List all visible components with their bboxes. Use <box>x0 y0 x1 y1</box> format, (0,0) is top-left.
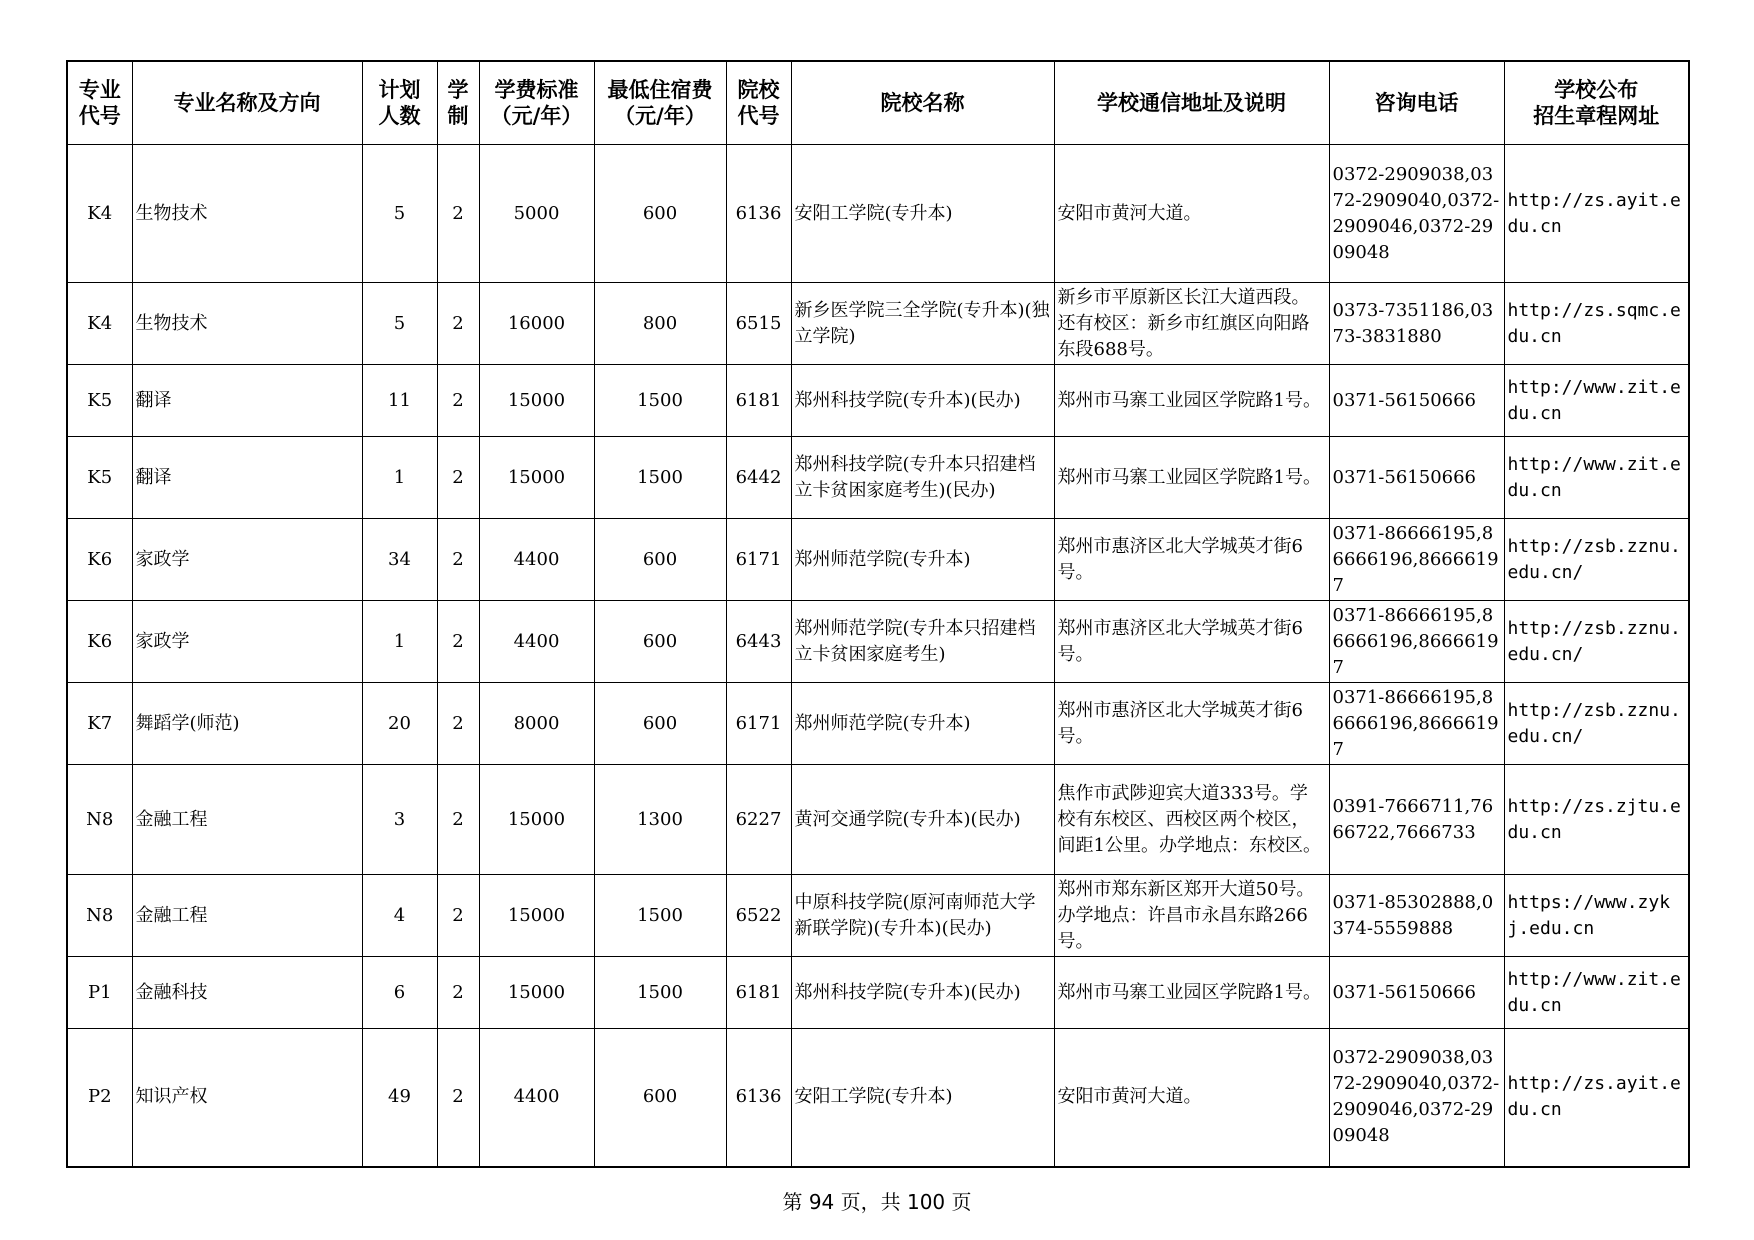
header-school-name: 院校名称 <box>791 61 1054 145</box>
major-code-cell: K7 <box>67 683 132 765</box>
school-code-cell: 6522 <box>726 875 791 957</box>
school-name-cell: 新乡医学院三全学院(专升本)(独立学院) <box>791 283 1054 365</box>
tuition-cell: 4400 <box>479 1029 594 1167</box>
address-cell: 郑州市马寨工业园区学院路1号。 <box>1054 437 1329 519</box>
dorm-fee-cell: 800 <box>594 283 726 365</box>
table-row <box>67 365 1689 437</box>
major-code-cell: N8 <box>67 875 132 957</box>
plan-count-cell: 1 <box>362 437 437 519</box>
plan-count-cell: 20 <box>362 683 437 765</box>
school-name-cell: 安阳工学院(专升本) <box>791 145 1054 283</box>
phone-cell: 0371-86666195,86666196,86666197 <box>1329 519 1504 601</box>
major-name-cell: 金融科技 <box>132 957 362 1029</box>
major-name-cell: 家政学 <box>132 519 362 601</box>
table-row <box>67 519 1689 601</box>
dorm-fee-cell: 600 <box>594 145 726 283</box>
major-code-cell: N8 <box>67 765 132 875</box>
address-cell: 焦作市武陟迎宾大道333号。学校有东校区、西校区两个校区，间距1公里。办学地点：东校区。 <box>1054 765 1329 875</box>
dorm-fee-cell: 1500 <box>594 875 726 957</box>
address-cell: 郑州市惠济区北大学城英才街6号。 <box>1054 683 1329 765</box>
dorm-fee-cell: 600 <box>594 601 726 683</box>
phone-cell: 0373-7351186,0373-3831880 <box>1329 283 1504 365</box>
major-code-cell: K4 <box>67 283 132 365</box>
school-name-cell: 郑州师范学院(专升本只招建档立卡贫困家庭考生) <box>791 601 1054 683</box>
footer-suffix: 页 <box>951 1190 972 1214</box>
school-code-cell: 6181 <box>726 957 791 1029</box>
years-cell: 2 <box>437 1029 479 1167</box>
school-code-cell: 6171 <box>726 519 791 601</box>
dorm-fee-cell: 600 <box>594 683 726 765</box>
charter-url-cell: http://www.zit.edu.cn <box>1504 437 1689 519</box>
phone-cell: 0371-56150666 <box>1329 437 1504 519</box>
plan-count-cell: 49 <box>362 1029 437 1167</box>
plan-count-cell: 34 <box>362 519 437 601</box>
school-name-cell: 中原科技学院(原河南师范大学新联学院)(专升本)(民办) <box>791 875 1054 957</box>
school-name-cell: 郑州师范学院(专升本) <box>791 519 1054 601</box>
years-cell: 2 <box>437 765 479 875</box>
tuition-cell: 15000 <box>479 437 594 519</box>
phone-cell: 0391-7666711,7666722,7666733 <box>1329 765 1504 875</box>
major-name-cell: 翻译 <box>132 365 362 437</box>
years-cell: 2 <box>437 365 479 437</box>
dorm-fee-cell: 600 <box>594 1029 726 1167</box>
charter-url-cell: http://zs.ayit.edu.cn <box>1504 145 1689 283</box>
address-cell: 郑州市惠济区北大学城英才街6号。 <box>1054 601 1329 683</box>
header-row <box>67 61 1689 145</box>
major-name-cell: 翻译 <box>132 437 362 519</box>
charter-url-cell: http://www.zit.edu.cn <box>1504 957 1689 1029</box>
phone-cell: 0371-86666195,86666196,86666197 <box>1329 601 1504 683</box>
major-code-cell: K6 <box>67 601 132 683</box>
tuition-cell: 16000 <box>479 283 594 365</box>
plan-count-cell: 6 <box>362 957 437 1029</box>
major-code-cell: K5 <box>67 365 132 437</box>
table-body <box>67 145 1689 1167</box>
years-cell: 2 <box>437 145 479 283</box>
school-name-cell: 黄河交通学院(专升本)(民办) <box>791 765 1054 875</box>
table-row <box>67 601 1689 683</box>
plan-count-cell: 4 <box>362 875 437 957</box>
plan-count-cell: 11 <box>362 365 437 437</box>
footer-middle: 页，共 <box>840 1190 901 1214</box>
header-major-code: 专业 代号 <box>67 61 132 145</box>
years-cell: 2 <box>437 437 479 519</box>
years-cell: 2 <box>437 683 479 765</box>
address-cell: 安阳市黄河大道。 <box>1054 1029 1329 1167</box>
header-phone: 咨询电话 <box>1329 61 1504 145</box>
address-cell: 郑州市马寨工业园区学院路1号。 <box>1054 957 1329 1029</box>
years-cell: 2 <box>437 519 479 601</box>
table-row <box>67 437 1689 519</box>
plan-count-cell: 5 <box>362 145 437 283</box>
charter-url-cell: http://zsb.zznu.edu.cn/ <box>1504 683 1689 765</box>
dorm-fee-cell: 600 <box>594 519 726 601</box>
major-code-cell: P1 <box>67 957 132 1029</box>
address-cell: 郑州市惠济区北大学城英才街6号。 <box>1054 519 1329 601</box>
tuition-cell: 8000 <box>479 683 594 765</box>
plan-count-cell: 1 <box>362 601 437 683</box>
phone-cell: 0372-2909038,0372-2909040,0372-2909046,0372-2909048 <box>1329 1029 1504 1167</box>
page-footer <box>0 1186 1754 1215</box>
tuition-cell: 4400 <box>479 519 594 601</box>
school-code-cell: 6171 <box>726 683 791 765</box>
table-row <box>67 957 1689 1029</box>
charter-url-cell: https://www.zykj.edu.cn <box>1504 875 1689 957</box>
school-name-cell: 安阳工学院(专升本) <box>791 1029 1054 1167</box>
address-cell: 安阳市黄河大道。 <box>1054 145 1329 283</box>
charter-url-cell: http://zs.sqmc.edu.cn <box>1504 283 1689 365</box>
school-code-cell: 6442 <box>726 437 791 519</box>
phone-cell: 0371-85302888,0374-5559888 <box>1329 875 1504 957</box>
major-code-cell: K6 <box>67 519 132 601</box>
admissions-table <box>66 60 1690 1168</box>
tuition-cell: 15000 <box>479 365 594 437</box>
tuition-cell: 15000 <box>479 765 594 875</box>
table-row <box>67 145 1689 283</box>
major-name-cell: 知识产权 <box>132 1029 362 1167</box>
school-name-cell: 郑州科技学院(专升本)(民办) <box>791 957 1054 1029</box>
dorm-fee-cell: 1300 <box>594 765 726 875</box>
years-cell: 2 <box>437 957 479 1029</box>
footer-page-number: 94 <box>808 1190 835 1214</box>
charter-url-cell: http://zs.ayit.edu.cn <box>1504 1029 1689 1167</box>
table-row <box>67 1029 1689 1167</box>
table-row <box>67 875 1689 957</box>
phone-cell: 0371-56150666 <box>1329 957 1504 1029</box>
header-years: 学 制 <box>437 61 479 145</box>
school-code-cell: 6227 <box>726 765 791 875</box>
footer-prefix: 第 <box>782 1190 803 1214</box>
header-charter-url: 学校公布 招生章程网址 <box>1504 61 1689 145</box>
header-dorm-fee: 最低住宿费 （元/年） <box>594 61 726 145</box>
charter-url-cell: http://zs.zjtu.edu.cn <box>1504 765 1689 875</box>
charter-url-cell: http://www.zit.edu.cn <box>1504 365 1689 437</box>
school-code-cell: 6136 <box>726 145 791 283</box>
charter-url-cell: http://zsb.zznu.edu.cn/ <box>1504 519 1689 601</box>
header-tuition: 学费标准 （元/年） <box>479 61 594 145</box>
major-code-cell: P2 <box>67 1029 132 1167</box>
major-name-cell: 生物技术 <box>132 145 362 283</box>
phone-cell: 0372-2909038,0372-2909040,0372-2909046,0372-2909048 <box>1329 145 1504 283</box>
major-code-cell: K4 <box>67 145 132 283</box>
table-row <box>67 765 1689 875</box>
school-code-cell: 6181 <box>726 365 791 437</box>
major-name-cell: 家政学 <box>132 601 362 683</box>
plan-count-cell: 3 <box>362 765 437 875</box>
header-plan-count: 计划 人数 <box>362 61 437 145</box>
major-name-cell: 金融工程 <box>132 875 362 957</box>
footer-total-pages: 100 <box>906 1190 946 1214</box>
years-cell: 2 <box>437 283 479 365</box>
address-cell: 郑州市郑东新区郑开大道50号。办学地点：许昌市永昌东路266号。 <box>1054 875 1329 957</box>
major-name-cell: 金融工程 <box>132 765 362 875</box>
major-code-cell: K5 <box>67 437 132 519</box>
years-cell: 2 <box>437 601 479 683</box>
dorm-fee-cell: 1500 <box>594 437 726 519</box>
address-cell: 新乡市平原新区长江大道西段。还有校区：新乡市红旗区向阳路东段688号。 <box>1054 283 1329 365</box>
charter-url-cell: http://zsb.zznu.edu.cn/ <box>1504 601 1689 683</box>
school-code-cell: 6136 <box>726 1029 791 1167</box>
major-name-cell: 舞蹈学(师范) <box>132 683 362 765</box>
school-name-cell: 郑州师范学院(专升本) <box>791 683 1054 765</box>
header-major-name: 专业名称及方向 <box>132 61 362 145</box>
table-row <box>67 283 1689 365</box>
school-code-cell: 6515 <box>726 283 791 365</box>
tuition-cell: 15000 <box>479 875 594 957</box>
dorm-fee-cell: 1500 <box>594 957 726 1029</box>
dorm-fee-cell: 1500 <box>594 365 726 437</box>
phone-cell: 0371-86666195,86666196,86666197 <box>1329 683 1504 765</box>
address-cell: 郑州市马寨工业园区学院路1号。 <box>1054 365 1329 437</box>
tuition-cell: 5000 <box>479 145 594 283</box>
tuition-cell: 15000 <box>479 957 594 1029</box>
phone-cell: 0371-56150666 <box>1329 365 1504 437</box>
school-name-cell: 郑州科技学院(专升本只招建档立卡贫困家庭考生)(民办) <box>791 437 1054 519</box>
table-row <box>67 683 1689 765</box>
school-code-cell: 6443 <box>726 601 791 683</box>
tuition-cell: 4400 <box>479 601 594 683</box>
header-address: 学校通信地址及说明 <box>1054 61 1329 145</box>
header-school-code: 院校 代号 <box>726 61 791 145</box>
school-name-cell: 郑州科技学院(专升本)(民办) <box>791 365 1054 437</box>
plan-count-cell: 5 <box>362 283 437 365</box>
major-name-cell: 生物技术 <box>132 283 362 365</box>
years-cell: 2 <box>437 875 479 957</box>
